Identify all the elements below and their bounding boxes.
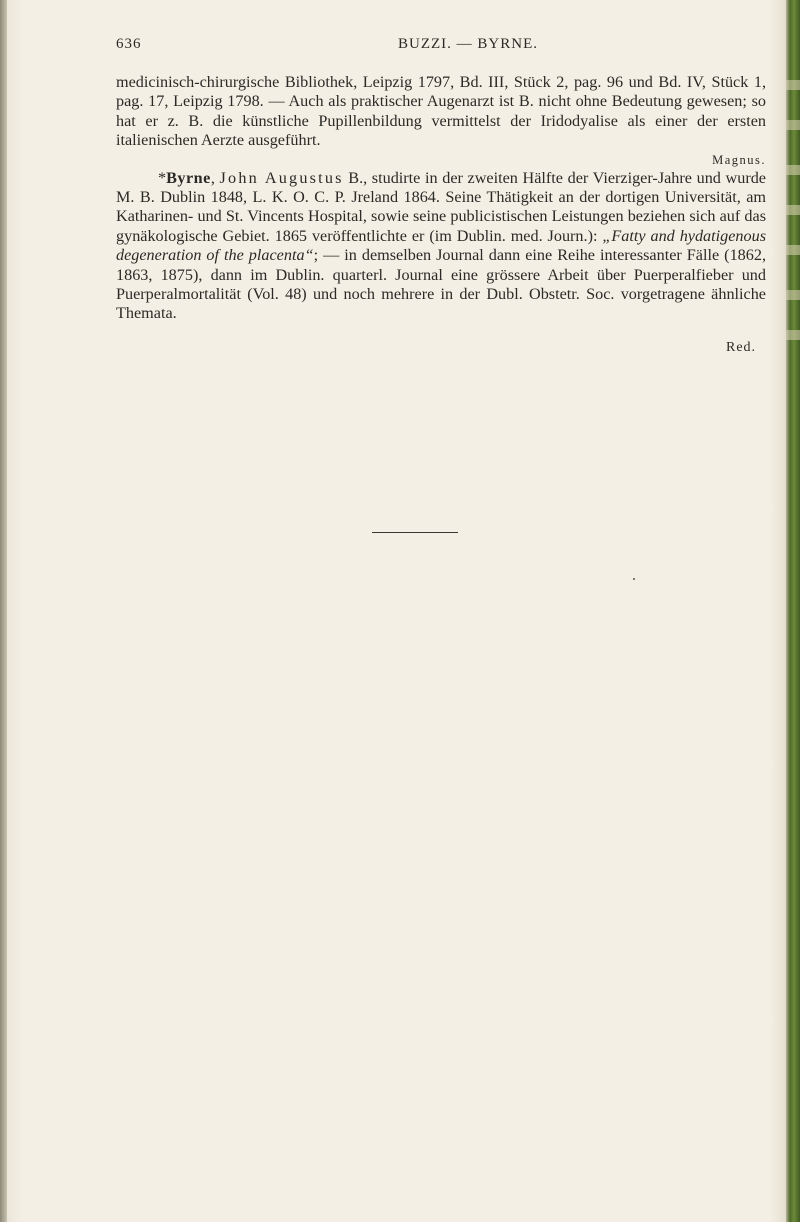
section-rule [372,532,458,533]
paragraph-continuation [116,73,766,151]
page-edge-strip [786,0,800,1222]
entry-surname: Byrne [166,168,211,187]
edge-mark [786,165,800,175]
signature-red: Red. [726,340,757,355]
continuation-text: medicinisch-chirurgische Bibliothek, Leipzig 1797, Bd. III, Stück 2, pag. 96 und Bd. IV, Stück 1, pag. 17, Leipzig 1798. — Auch als praktischer Augenarzt ist B. nicht ohne Bedeutung gewesen; so hat er z. B. die künstliche Pupillenbildung vermittelst der Iridodyalise als einer der ersten italienischen Aerzte ausgeführt. [116,73,766,150]
running-header [116,36,766,56]
entry-title-italic: „Fatty and hydatigenous degeneration of the placenta“ [116,226,767,265]
entry-given-names: John Augustus [219,168,344,187]
edge-mark [786,245,800,255]
page-number: 636 [116,36,142,52]
edge-mark [786,80,800,90]
running-title: BUZZI. — BYRNE. [398,36,538,52]
edge-mark [786,330,800,340]
edge-mark [786,120,800,130]
edge-mark [786,205,800,215]
entry-marker: * [158,168,167,187]
edge-mark [786,290,800,300]
entry-byrne: *Byrne, John Augustus B., studirte in der zweiten Hälfte der Vierziger-Jahre und wurde M. B. Dublin 1848, L. K. O. C. P. Jreland 1864. Seine Thätigkeit an der dortigen Universität, am Katharinen- und St. Vincents Hospital, sowie seine publicistischen Leistungen beziehen sich auf das gynäkologische Gebiet. 1865 veröffentlichte er (im Dublin. med. Journ.): „Fatty and hydatigenous degeneration of the placenta“; — in demselben Journal dann eine Reihe interessanter Fälle (1862, 1863, 1875), dann im Dublin. quarterl. Journal eine grössere Arbeit über Puerperalfieber und Puerperalmortalität (Vol. 48) und noch mehrere in der Dubl. Obstetr. Soc. vorgetragene ähnliche Themata. [116,168,767,323]
paper-speck [633,578,635,580]
signature-magnus: Magnus. [712,152,766,167]
page-body [116,73,766,324]
entry-text-1: B., studirte in der zweiten Hälfte der Vierziger-Jahre und wurde M. B. Dublin 1848, L. K. O. C. P. Jreland 1864. Seine Thätigkeit an der dortigen Universität, am Katharinen- und St. Vincents Hospital, sowie seine publicistischen Leistungen beziehen sich auf das gynäkologische Gebiet. 1865 veröffentlichte er (im Dublin. med. Journ.): [116,168,766,245]
page-gutter-shadow [0,0,7,1222]
entry-text-2: ; — in demselben Journal dann eine Reihe interessanter Fälle (1862, 1863, 1875), dann im Dublin. quarterl. Journal eine grössere Arbeit über Puerperalfieber und Puerperalmortalität (Vol. 48) und noch mehrere in der Dubl. Obstetr. Soc. vorgetragene ähnliche Themata. [116,246,766,323]
